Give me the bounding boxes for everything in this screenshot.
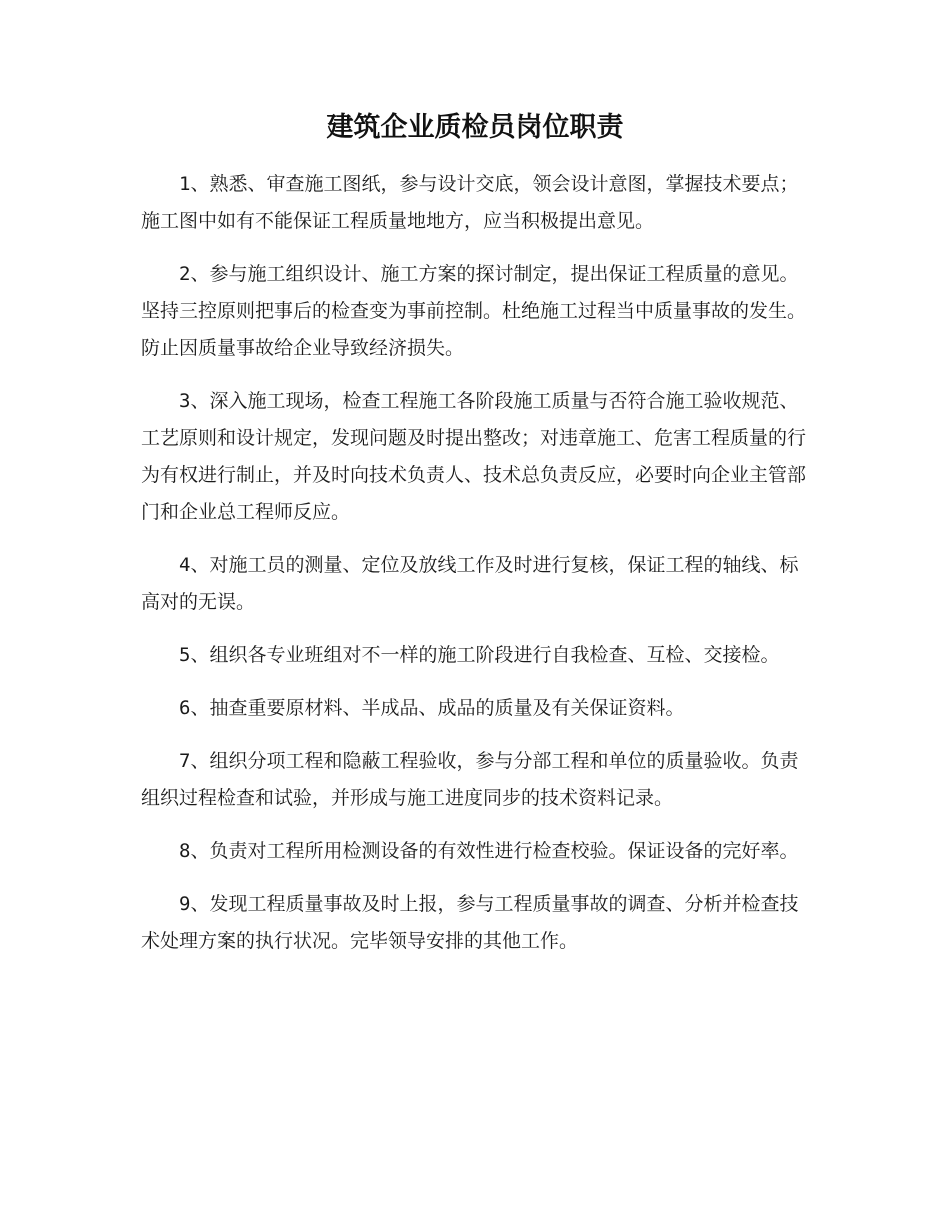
paragraph-1: 1、熟悉、审查施工图纸，参与设计交底，领会设计意图，掌握技术要点；施工图中如有不能保证工程质量地地方，应当积极提出意见。 bbox=[141, 173, 799, 232]
paragraph-4: 4、对施工员的测量、定位及放线工作及时进行复核，保证工程的轴线、标高对的无误。 bbox=[141, 554, 799, 613]
paragraph-5: 5、组织各专业班组对不一样的施工阶段进行自我检查、互检、交接检。 bbox=[179, 644, 780, 666]
paragraph-2: 2、参与施工组织设计、施工方案的探讨制定，提出保证工程质量的意见。坚持三控原则把事后的检查变为事前控制。杜绝施工过程当中质量事故的发生。防止因质量事故给企业导致经济损失。 bbox=[141, 263, 807, 359]
paragraph-8: 8、负责对工程所用检测设备的有效性进行检查校验。保证设备的完好率。 bbox=[179, 840, 799, 862]
paragraph-3: 3、深入施工现场，检查工程施工各阶段施工质量与否符合施工验收规范、工艺原则和设计规定，发现问题及时提出整改；对违章施工、危害工程质量的行为有权进行制止，并及时向技术负责人、技术总负责反应，必要时向企业主管部门和企业总工程师反应。 bbox=[141, 390, 807, 523]
paragraph-6: 6、抽查重要原材料、半成品、成品的质量及有关保证资料。 bbox=[179, 697, 685, 719]
paragraph-7: 7、组织分项工程和隐蔽工程验收，参与分部工程和单位的质量验收。负责组织过程检查和试验，并形成与施工进度同步的技术资料记录。 bbox=[141, 750, 799, 809]
document-body bbox=[141, 166, 806, 976]
document-title: 建筑企业质检员岗位职责 bbox=[326, 112, 624, 143]
paragraph-9: 9、发现工程质量事故及时上报，参与工程质量事故的调查、分析并检查技术处理方案的执行状况。完毕领导安排的其他工作。 bbox=[141, 893, 799, 952]
